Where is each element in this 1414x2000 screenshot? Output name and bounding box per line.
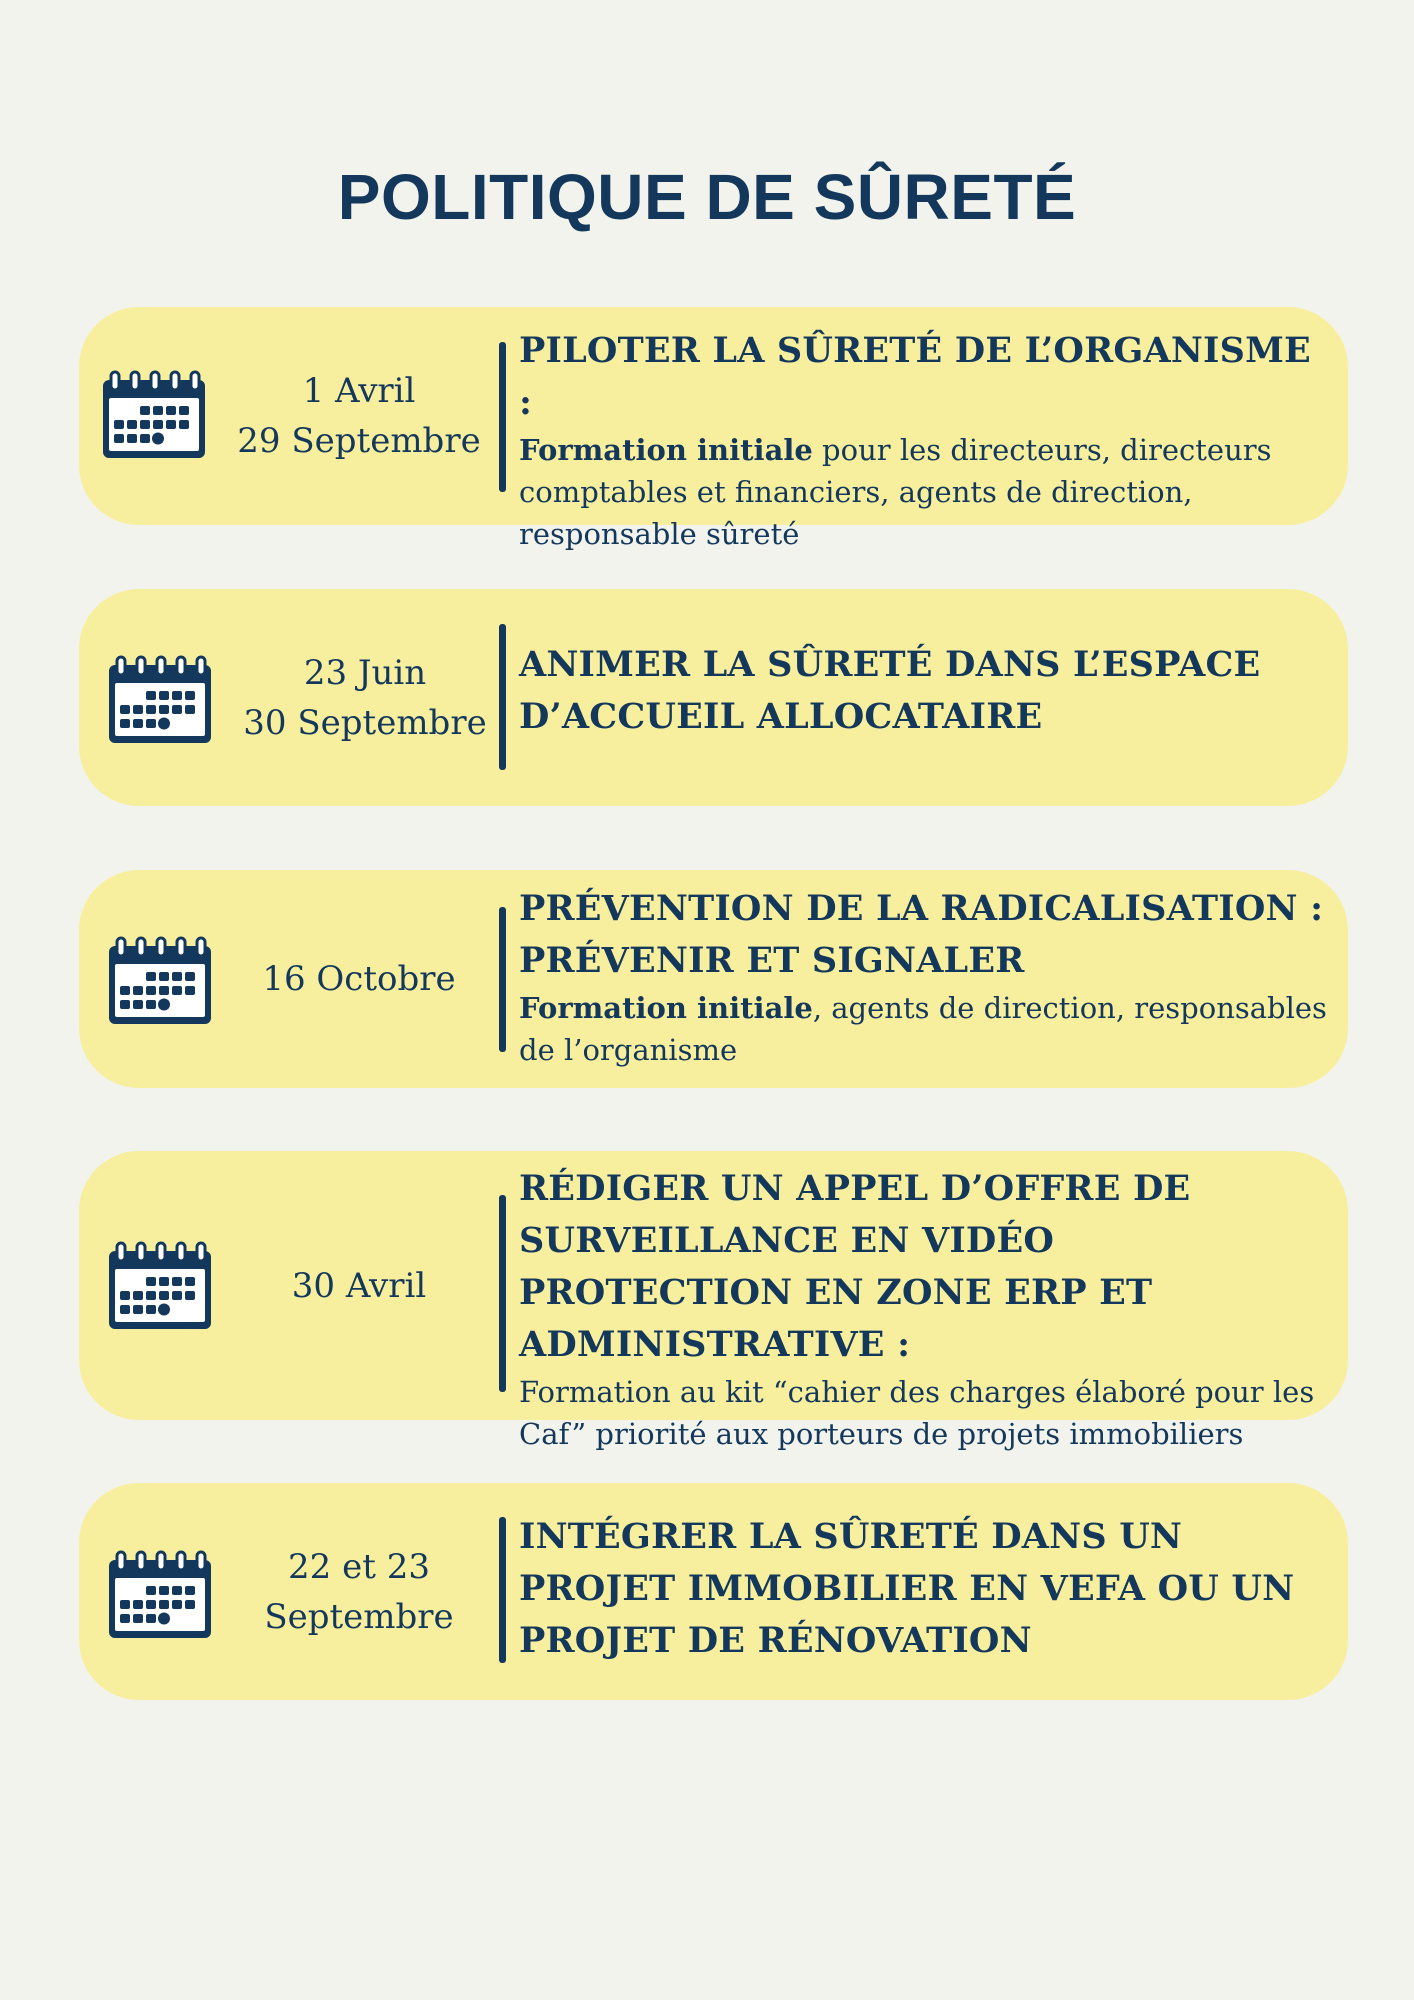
desc-text: Formation au kit “cahier des charges élaboré pour les Caf” priorité aux porteurs de projets immobiliers — [519, 1375, 1315, 1451]
date-line-1: 22 et 23 — [288, 1546, 430, 1587]
session-content — [519, 883, 1329, 1071]
date-line-2: 30 Septembre — [243, 702, 487, 743]
calendar-icon — [99, 370, 209, 462]
session-content — [519, 639, 1329, 743]
divider — [499, 907, 506, 1052]
desc-text: pour les directeurs, directeurs comptables et financiers, agents de direction, responsable sûreté — [519, 433, 1272, 551]
session-date — [229, 307, 489, 525]
session-card-accueil — [79, 589, 1348, 806]
session-content — [519, 325, 1329, 555]
session-heading: RÉDIGER UN APPEL D’OFFRE DE SURVEILLANCE EN VIDÉO PROTECTION EN ZONE ERP ET ADMINISTRATIVE : — [519, 1168, 1191, 1365]
divider — [499, 624, 506, 770]
divider — [499, 1517, 506, 1663]
date-line-2: Septembre — [264, 1596, 454, 1637]
page-title: POLITIQUE DE SÛRETÉ — [337, 161, 1077, 233]
session-description — [519, 1371, 1329, 1455]
divider — [499, 1195, 506, 1392]
desc-bold: Formation initiale — [519, 433, 813, 467]
calendar-icon — [105, 655, 215, 747]
session-date — [229, 1151, 489, 1420]
session-date — [229, 1483, 489, 1700]
session-content — [519, 1163, 1329, 1455]
session-date — [229, 870, 489, 1088]
calendar-icon — [105, 936, 215, 1028]
desc-bold: Formation initiale — [519, 991, 813, 1025]
session-card-pilotage — [79, 307, 1348, 551]
session-card-immobilier — [79, 1483, 1348, 1700]
date-line-2: 29 Septembre — [237, 421, 481, 461]
session-card-video-protection — [79, 1151, 1348, 1451]
session-heading: INTÉGRER LA SÛRETÉ DANS UN PROJET IMMOBILIER EN VEFA OU UN PROJET DE RÉNOVATION — [519, 1516, 1295, 1661]
session-description — [519, 429, 1329, 555]
desc-text: , agents de direction, responsables de l’organisme — [519, 991, 1327, 1067]
session-heading: PRÉVENTION DE LA RADICALISATION : PRÉVENIR ET SIGNALER — [519, 888, 1324, 981]
date-line-1: 1 Avril — [302, 371, 416, 411]
date-line-1: 16 Octobre — [262, 959, 456, 999]
date-line-1: 30 Avril — [291, 1265, 427, 1306]
session-heading: PILOTER LA SÛRETÉ DE L’ORGANISME : — [519, 330, 1311, 423]
session-date — [235, 589, 495, 806]
session-heading: ANIMER LA SÛRETÉ DANS L’ESPACE D’ACCUEIL ALLOCATAIRE — [519, 644, 1261, 737]
session-description — [519, 987, 1329, 1071]
session-card-radicalisation — [79, 870, 1348, 1088]
session-content — [519, 1511, 1329, 1667]
calendar-icon — [105, 1550, 215, 1642]
date-line-1: 23 Juin — [303, 652, 427, 693]
calendar-icon — [105, 1241, 215, 1333]
divider — [499, 342, 506, 492]
